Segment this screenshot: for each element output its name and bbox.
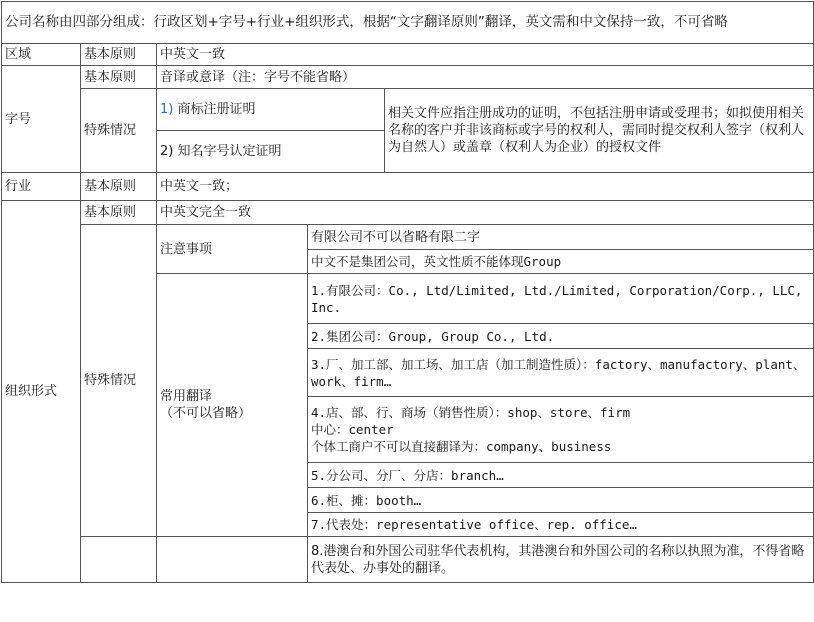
- industry-basic-value: 中英文一致；: [157, 173, 814, 201]
- brand-case-trademark-text: 商标注册证明: [173, 102, 256, 117]
- org-translation-item: 3.厂、加工部、加工场、加工店（加工制造性质）：factory、manufactory、plant、work、firm…: [308, 349, 814, 397]
- org-translation-item: 5.分公司、分厂、分店：branch…: [308, 463, 814, 488]
- brand-case-trademark: [157, 89, 385, 131]
- org-translation-item: 7.代表处：representative office、rep. office…: [308, 513, 814, 537]
- org-translation-item: 6.柜、摊：booth…: [308, 488, 814, 513]
- intro-text: 公司名称由四部分组成：行政区划+字号+行业+组织形式，根据“文字翻译原则”翻译，英文需和中文保持一致，不可省略: [2, 2, 814, 44]
- org-empty-cell: [81, 537, 157, 583]
- industry-basic-label: 基本原则: [81, 173, 157, 201]
- org-empty-cell: [157, 537, 308, 583]
- region-basic-value: 中英文一致: [157, 44, 814, 66]
- company-name-translation-table: [1, 1, 814, 583]
- org-label: 组织形式: [2, 201, 81, 583]
- region-label: 区域: [2, 44, 81, 66]
- brand-special-note: 相关文件应指注册成功的证明，不包括注册申请或受理书；如拟使用相关名称的客户并非该商标或字号的权利人，需同时提交权利人签字（权利人为自然人）或盖章（权利人为企业）的授权文件: [385, 89, 814, 173]
- industry-label: 行业: [2, 173, 81, 201]
- org-translation-item: 2.集团公司：Group, Group Co., Ltd.: [308, 324, 814, 349]
- org-basic-value: 中英文完全一致: [157, 201, 814, 225]
- org-basic-label: 基本原则: [81, 201, 157, 225]
- org-common-translation-label: 常用翻译 （不可以省略）: [157, 274, 308, 537]
- org-note-item: 有限公司不可以省略有限二字: [308, 225, 814, 250]
- brand-label: 字号: [2, 66, 81, 173]
- brand-case-trademark-number: 1): [160, 102, 174, 117]
- brand-basic-value: 音译或意译（注：字号不能省略）: [157, 66, 814, 89]
- brand-case-famous-name: 2) 知名字号认定证明: [157, 131, 385, 173]
- org-notes-label: 注意事项: [157, 225, 308, 274]
- org-special-label: 特殊情况: [81, 225, 157, 537]
- org-translation-item: 8.港澳台和外国公司驻华代表机构，其港澳台和外国公司的名称以执照为准，不得省略代表处、办事处的翻译。: [308, 537, 814, 583]
- brand-special-label: 特殊情况: [81, 89, 157, 173]
- region-basic-label: 基本原则: [81, 44, 157, 66]
- org-translation-item: 1.有限公司：Co., Ltd/Limited, Ltd./Limited, Corporation/Corp., LLC, Inc.: [308, 274, 814, 324]
- org-note-item: 中文不是集团公司，英文性质不能体现Group: [308, 250, 814, 274]
- org-translation-item: 4.店、部、行、商场（销售性质）：shop、store、firm 中心：center 个体工商户不可以直接翻译为：company、business: [308, 397, 814, 463]
- brand-basic-label: 基本原则: [81, 66, 157, 89]
